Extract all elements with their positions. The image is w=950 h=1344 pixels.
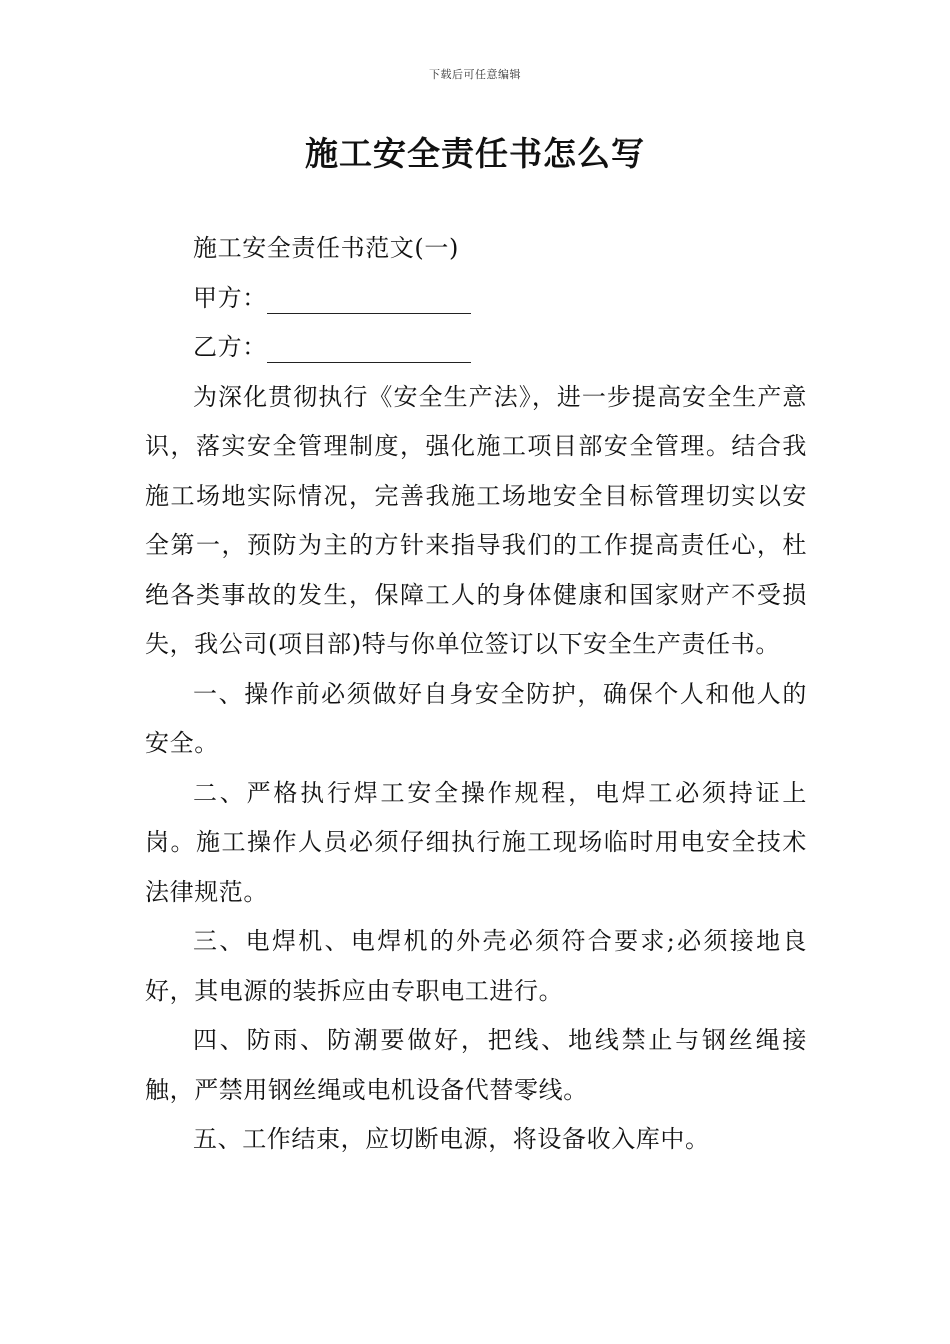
- party-a-label: 甲方：: [193, 283, 267, 312]
- party-a-line: [145, 274, 807, 324]
- paragraph-clause-5: 五、工作结束，应切断电源，将设备收入库中。: [193, 1125, 710, 1153]
- paragraph-clause-1: 一、操作前必须做好自身安全防护，确保个人和他人的安全。: [145, 679, 807, 757]
- document-body: [145, 224, 807, 1165]
- paragraph-intro: 为深化贯彻执行《安全生产法》，进一步提高安全生产意识，落实安全管理制度，强化施工项目部安全管理。结合我施工场地实际情况，完善我施工场地安全目标管理切实以安全第一，预防为主的方针来指导我们的工作提高责任心，杜绝各类事故的发生，保障工人的身体健康和国家财产不受损失，我公司(项目部)特与你单位签订以下安全生产责任书。: [145, 382, 807, 658]
- party-b-blank: [267, 332, 471, 363]
- party-b-label: 乙方：: [193, 333, 267, 361]
- paragraph-clause-4: 四、防雨、防潮要做好，把线、地线禁止与钢丝绳接触，严禁用钢丝绳或电机设备代替零线。: [145, 1026, 807, 1104]
- sample-heading: 施工安全责任书范文(一): [193, 234, 459, 262]
- party-a-blank: [267, 283, 471, 314]
- party-b-line: [145, 323, 807, 373]
- document-title: 施工安全责任书怎么写: [305, 134, 645, 173]
- paragraph-clause-2: 二、严格执行焊工安全操作规程，电焊工必须持证上岗。施工操作人员必须仔细执行施工现场临时用电安全技术法律规范。: [145, 778, 807, 906]
- header-note: 下载后可任意编辑: [429, 68, 521, 81]
- paragraph-clause-3: 三、电焊机、电焊机的外壳必须符合要求;必须接地良好，其电源的装拆应由专职电工进行。: [145, 927, 807, 1005]
